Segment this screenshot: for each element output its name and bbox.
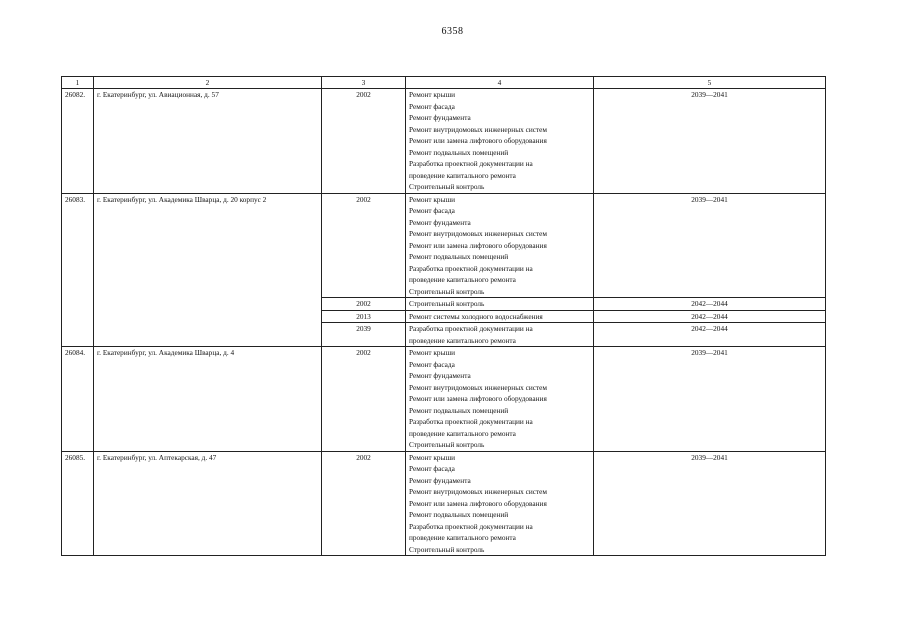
work-item: Ремонт фасада: [409, 101, 455, 111]
works-list: [406, 323, 594, 347]
work-item: Ремонт подвальных помещений: [409, 510, 509, 519]
work-item: проведение капитального ремонта: [409, 275, 516, 284]
work-item: Строительный контроль: [409, 286, 485, 296]
work-item: Ремонт фасада: [409, 359, 455, 369]
work-item: проведение капитального ремонта: [409, 170, 516, 180]
work-item: Разработка проектной документации на: [409, 159, 533, 168]
row-number: 26083.: [62, 193, 94, 347]
table-row: [62, 347, 826, 452]
work-item: Ремонт фундамента: [409, 475, 471, 485]
work-item: Строительный контроль: [409, 440, 485, 449]
work-item: Разработка проектной документации на: [409, 324, 533, 333]
work-item: Строительный контроль: [409, 299, 485, 308]
row-number: 26082.: [62, 89, 94, 194]
row-number: 26085.: [62, 451, 94, 556]
table-row: [62, 89, 826, 194]
work-item: Разработка проектной документации на: [409, 263, 533, 273]
page-number: 6358: [441, 26, 464, 37]
year-built: 2002: [322, 451, 406, 556]
header-cell-5: 5: [594, 77, 826, 89]
work-item: Ремонт подвальных помещений: [409, 252, 509, 261]
work-item: Ремонт внутридомовых инженерных систем: [409, 124, 548, 134]
works-list: [406, 89, 594, 194]
works-list: [406, 310, 594, 323]
work-item: Ремонт фасада: [409, 464, 455, 473]
work-item: Ремонт крыши: [409, 452, 456, 462]
year-built: 2002: [322, 347, 406, 452]
header-row: [62, 77, 826, 89]
planned-period: 2039—2041: [594, 193, 826, 298]
work-item: Ремонт внутридомовых инженерных систем: [409, 382, 548, 392]
planned-period: 2039—2041: [594, 451, 826, 556]
work-item: Разработка проектной документации на: [409, 521, 533, 531]
work-item: Ремонт фасада: [409, 206, 455, 215]
work-item: Строительный контроль: [409, 182, 485, 191]
header-cell-3: 3: [322, 77, 406, 89]
year-built: 2002: [322, 89, 406, 194]
building-address: г. Екатеринбург, ул. Авиационная, д. 57: [94, 89, 322, 194]
work-item: Ремонт подвальных помещений: [409, 147, 509, 157]
building-address: г. Екатеринбург, ул. Аптекарская, д. 47: [94, 451, 322, 556]
works-list: [406, 347, 594, 452]
row-number: 26084.: [62, 347, 94, 452]
work-item: проведение капитального ремонта: [409, 428, 516, 438]
works-list: [406, 451, 594, 556]
work-item: Ремонт внутридомовых инженерных систем: [409, 487, 548, 496]
header-cell-1: 1: [62, 77, 94, 89]
work-item: Ремонт или замена лифтового оборудования: [409, 240, 547, 250]
work-item: Разработка проектной документации на: [409, 417, 533, 426]
work-item: Ремонт или замена лифтового оборудования: [409, 136, 547, 145]
year-built: 2002: [322, 193, 406, 298]
work-item: Ремонт крыши: [409, 348, 456, 357]
planned-period: 2042—2044: [594, 310, 826, 323]
year-built: 2013: [322, 310, 406, 323]
work-item: Ремонт фундамента: [409, 217, 471, 227]
header-cell-2: 2: [94, 77, 322, 89]
table-row: [62, 451, 826, 556]
works-list: [406, 193, 594, 298]
building-address: г. Екатеринбург, ул. Академика Шварца, д. 20 корпус 2: [94, 193, 322, 347]
planned-period: 2042—2044: [594, 298, 826, 311]
work-item: Ремонт подвальных помещений: [409, 405, 509, 415]
work-item: Ремонт фундамента: [409, 113, 471, 122]
work-item: Ремонт или замена лифтового оборудования: [409, 498, 547, 508]
work-item: Ремонт или замена лифтового оборудования: [409, 394, 547, 403]
work-item: Ремонт фундамента: [409, 371, 471, 380]
year-built: 2002: [322, 298, 406, 311]
table-body: [62, 77, 826, 556]
work-item: Ремонт внутридомовых инженерных систем: [409, 229, 548, 238]
work-item: Ремонт крыши: [409, 194, 456, 204]
year-built: 2039: [322, 323, 406, 347]
work-item: Ремонт системы холодного водоснабжения: [409, 311, 543, 321]
planned-period: 2042—2044: [594, 323, 826, 347]
building-address: г. Екатеринбург, ул. Академика Шварца, д. 4: [94, 347, 322, 452]
capital-repair-table: [61, 76, 826, 556]
planned-period: 2039—2041: [594, 89, 826, 194]
work-item: Ремонт крыши: [409, 90, 456, 99]
work-item: проведение капитального ремонта: [409, 533, 516, 542]
planned-period: 2039—2041: [594, 347, 826, 452]
table-row: [62, 193, 826, 298]
header-cell-4: 4: [406, 77, 594, 89]
work-item: Строительный контроль: [409, 544, 485, 554]
works-list: [406, 298, 594, 311]
work-item: проведение капитального ремонта: [409, 335, 516, 345]
